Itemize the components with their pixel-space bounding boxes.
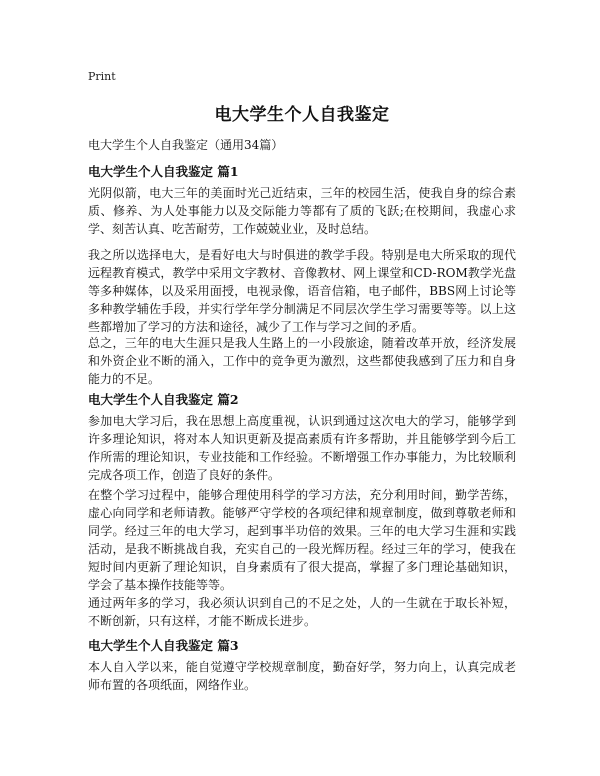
section-2-paragraph-2: 在整个学习过程中，能够合理使用科学的学习方法，充分利用时间，勤学苦练，虚心向同学和老师请教。能够严守学校的各项纪律和规章制度，做到尊敬老师和同学。经过三年的电大学习，起到事半功倍的效果。三年的电大学习生涯和实践活动，是我不断挑战自我，充实自己的一段光辉历程。经过三年的学习，使我在短时间内更新了理论知识，自身素质有了很大提高，掌握了多门理论基础知识，学会了基本操作技能等等。 bbox=[88, 488, 516, 592]
print-label[interactable]: Print bbox=[88, 70, 116, 83]
section-heading-3: 电大学生个人自我鉴定 篇3 bbox=[88, 638, 239, 653]
section-3-paragraph-1: 本人自入学以来，能自觉遵守学校规章制度，勤奋好学，努力向上，认真完成老师布置的各项纸面，网络作业。 bbox=[88, 660, 516, 692]
document-subtitle: 电大学生个人自我鉴定（通用34篇） bbox=[88, 138, 284, 152]
document-title: 电大学生个人自我鉴定 bbox=[214, 105, 390, 125]
section-2-paragraph-3: 通过两年多的学习，我必须认识到自己的不足之处，人的一生就在于取长补短，不断创新，只有这样，才能不断成长进步。 bbox=[88, 596, 516, 628]
section-1-paragraph-1: 光阴似箭，电大三年的美面时光己近结束，三年的校园生活，使我自身的综合素质、修养、为人处事能力以及交际能力等都有了质的飞跃;在校期间，我虚心求学、刻苦认真、吃苦耐劳，工作兢兢业业，及时总结。 bbox=[88, 186, 516, 236]
section-1-paragraph-3: 总之，三年的电大生涯只是我人生路上的一小段旅途，随着改革开放，经济发展和外资企业不断的涌入，工作中的竞争更为激烈，这些都使我感到了压力和自身能力的不足。 bbox=[88, 336, 516, 386]
section-heading-1: 电大学生个人自我鉴定 篇1 bbox=[88, 164, 239, 179]
section-2-paragraph-1: 参加电大学习后，我在思想上高度重视，认识到通过这次电大的学习，能够学到许多理论知识，将对本人知识更新及提高素质有许多帮助，并且能够学到今后工作所需的理论知识，专业技能和工作经验。不断增强工作办事能力，为比较顺利完成各项工作，创造了良好的条件。 bbox=[88, 414, 516, 482]
section-heading-2: 电大学生个人自我鉴定 篇2 bbox=[88, 392, 239, 407]
section-1-paragraph-2: 我之所以选择电大，是看好电大与时俱进的教学手段。特别是电大所采取的现代远程教育模式，教学中采用文字教材、音像教材、网上课堂和CD-ROM教学光盘等多种媒体，以及采用面授，电视录像，语音信箱，电子邮件，BBS网上讨论等多种教学辅佐手段，并实行学年学分制满足不同层次学生学习需要等等。以上这些都增加了学习的方法和途径，减少了工作与学习之间的矛盾。 bbox=[88, 248, 516, 334]
